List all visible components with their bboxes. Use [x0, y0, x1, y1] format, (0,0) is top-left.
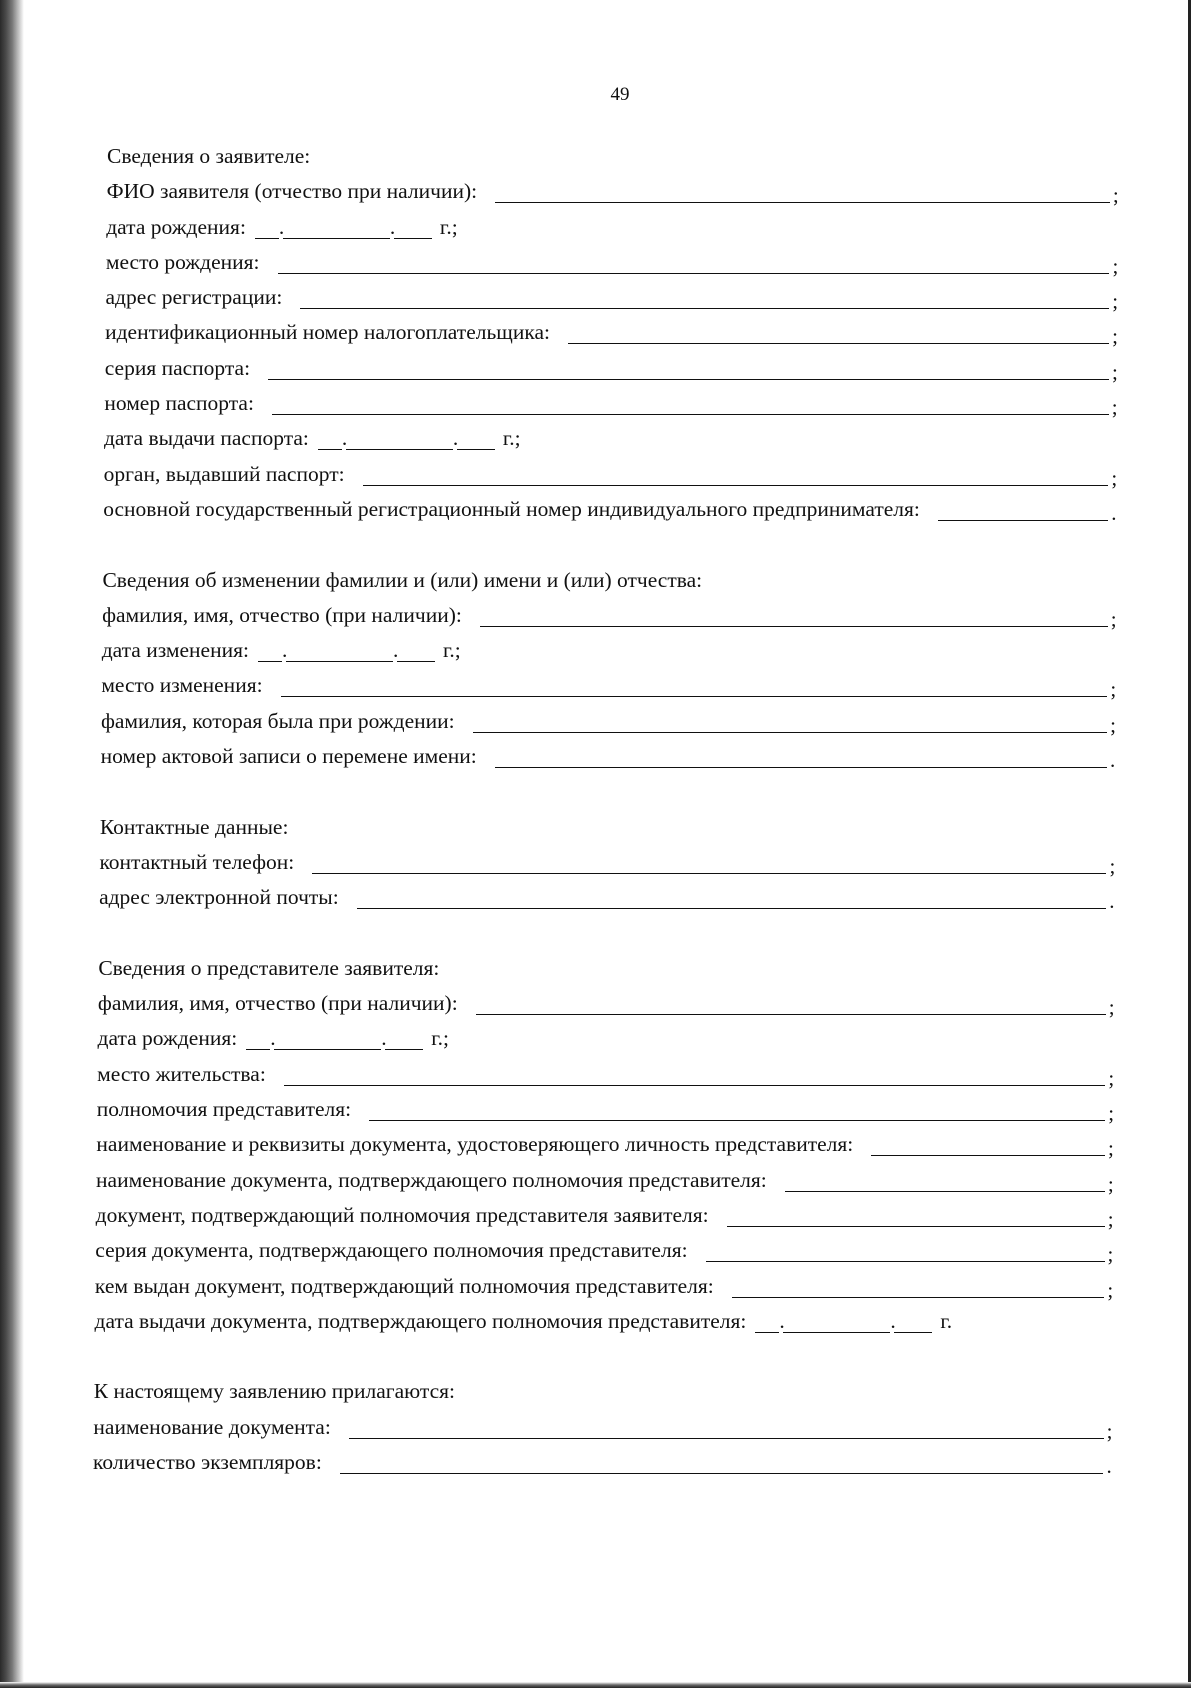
date-input-segment[interactable] [397, 661, 435, 662]
date-input-segment[interactable] [457, 449, 495, 450]
date-input-segment[interactable] [255, 238, 279, 239]
field-label: кем выдан документ, подтверждающий полномочия представителя: [94, 1273, 714, 1298]
date-input-segment[interactable] [286, 661, 393, 662]
section-gap [0, 774, 1200, 809]
scan-edge-bottom [0, 1682, 1191, 1688]
field-label: номер актовой записи о перемене имени: [100, 744, 477, 769]
date-separator: . [779, 1308, 785, 1333]
field-end-punctuation: ; [1111, 359, 1118, 384]
field-end-punctuation: ; [1112, 324, 1118, 349]
date-suffix: г.; [439, 214, 458, 239]
date-input-segment[interactable] [894, 1332, 932, 1333]
field-input-line[interactable] [706, 1261, 1105, 1262]
date-input-segment[interactable] [346, 449, 453, 450]
form-field-row [0, 1057, 1200, 1092]
field-label: место изменения: [101, 673, 263, 698]
form-field-row [0, 245, 1200, 280]
field-input-line[interactable] [495, 767, 1107, 768]
field-end-punctuation: ; [1107, 1206, 1114, 1231]
form-field-row [0, 668, 1200, 703]
field-input-line[interactable] [938, 520, 1108, 521]
section-heading-row [0, 951, 1200, 986]
form-field-row [0, 1445, 1200, 1480]
field-end-punctuation: ; [1106, 1418, 1113, 1443]
section-heading: Сведения об изменении фамилии и (или) имени и (или) отчества: [102, 567, 703, 592]
date-input-segment[interactable] [274, 1049, 381, 1050]
field-label: идентификационный номер налогоплательщика: [105, 320, 550, 345]
form-field-row [0, 845, 1200, 880]
field-input-line[interactable] [568, 343, 1109, 344]
field-label: ФИО заявителя (отчество при наличии): [106, 179, 478, 204]
field-label: наименование документа: [93, 1414, 331, 1439]
form-field-row [0, 174, 1200, 209]
field-label: фамилия, которая была при рождении: [100, 708, 455, 733]
field-label: адрес регистрации: [105, 285, 283, 310]
field-label: полномочия представителя: [96, 1097, 352, 1122]
form-field-row [0, 880, 1200, 915]
field-end-punctuation: . [1106, 1453, 1112, 1478]
form-field-row [0, 1163, 1200, 1198]
field-end-punctuation: . [1109, 889, 1115, 914]
field-input-line[interactable] [349, 1438, 1104, 1439]
field-input-line[interactable] [284, 1085, 1106, 1086]
form-field-row [0, 210, 1200, 245]
field-label: количество экземпляров: [93, 1449, 322, 1474]
field-end-punctuation: ; [1108, 995, 1115, 1020]
field-end-punctuation: ; [1110, 712, 1117, 737]
form-field-row [0, 704, 1200, 739]
form-field-row [0, 1410, 1200, 1445]
field-end-punctuation: ; [1107, 1242, 1114, 1267]
field-label: наименование документа, подтверждающего полномочия представителя: [96, 1167, 767, 1192]
field-end-punctuation: ; [1108, 1065, 1115, 1090]
date-input-segment[interactable] [258, 661, 282, 662]
field-end-punctuation: ; [1109, 853, 1116, 878]
field-end-punctuation: ; [1108, 1136, 1114, 1161]
date-separator: . [452, 426, 459, 451]
date-input-segment[interactable] [246, 1049, 270, 1050]
field-label: дата выдачи паспорта: [103, 426, 309, 451]
field-input-line[interactable] [357, 908, 1107, 909]
field-input-line[interactable] [278, 273, 1110, 274]
date-input-segment[interactable] [283, 238, 390, 239]
field-input-line[interactable] [272, 414, 1109, 415]
field-label: серия паспорта: [104, 355, 251, 380]
form-field-row [0, 1304, 1200, 1339]
date-separator: . [381, 1026, 387, 1051]
field-end-punctuation: ; [1111, 465, 1118, 490]
date-separator: . [278, 214, 285, 239]
section-heading-row [0, 139, 1200, 174]
field-input-line[interactable] [871, 1155, 1105, 1156]
form-field-row [0, 315, 1200, 350]
date-separator: . [389, 214, 396, 239]
date-separator: . [890, 1308, 896, 1333]
date-separator: . [281, 638, 288, 663]
field-label: фамилия, имя, отчество (при наличии): [97, 991, 458, 1016]
section-heading-row [0, 563, 1200, 598]
field-end-punctuation: ; [1112, 253, 1119, 278]
field-input-line[interactable] [476, 1014, 1106, 1015]
date-suffix: г.; [442, 638, 461, 663]
field-end-punctuation: . [1109, 748, 1116, 773]
application-form [0, 139, 1200, 1480]
form-field-row [0, 351, 1200, 386]
form-field-row [0, 1269, 1200, 1304]
field-label: место жительства: [97, 1061, 266, 1086]
field-input-line[interactable] [268, 379, 1109, 380]
date-separator: . [392, 638, 399, 663]
form-field-row [0, 739, 1200, 774]
field-input-line[interactable] [495, 202, 1110, 203]
field-label: документ, подтверждающий полномочия представителя заявителя: [95, 1202, 709, 1227]
section-heading: Контактные данные: [99, 814, 289, 839]
form-field-row [0, 633, 1200, 668]
field-end-punctuation: ; [1108, 1101, 1115, 1126]
field-input-line[interactable] [785, 1191, 1105, 1192]
date-input-segment[interactable] [318, 449, 342, 450]
field-label: место рождения: [105, 249, 260, 274]
form-field-row [0, 280, 1200, 315]
form-field-row [0, 598, 1200, 633]
form-field-row [0, 1233, 1200, 1268]
section-gap [0, 916, 1200, 951]
date-separator: . [270, 1026, 276, 1051]
section-heading: К настоящему заявлению прилагаются: [93, 1379, 455, 1404]
section-heading-row [0, 1374, 1200, 1409]
field-end-punctuation: ; [1110, 677, 1117, 702]
field-label: дата выдачи документа, подтверждающего полномочия представителя: [94, 1308, 747, 1333]
page-number: 49 [610, 84, 630, 105]
field-label: дата рождения: [106, 214, 246, 239]
field-end-punctuation: ; [1107, 1171, 1114, 1196]
field-label: наименование и реквизиты документа, удостоверяющего личность представителя: [96, 1132, 854, 1157]
date-suffix: г.; [502, 426, 521, 451]
form-field-row [0, 1127, 1200, 1162]
section-heading-row [0, 810, 1200, 845]
field-label: адрес электронной почты: [99, 885, 339, 910]
form-field-row [0, 1021, 1200, 1056]
section-gap [0, 527, 1200, 562]
form-field-row [0, 457, 1200, 492]
field-label: дата рождения: [97, 1026, 238, 1051]
date-input-segment[interactable] [783, 1332, 890, 1333]
field-label: номер паспорта: [104, 391, 254, 416]
field-input-line[interactable] [732, 1297, 1105, 1298]
section-heading: Сведения о заявителе: [107, 144, 311, 168]
field-input-line[interactable] [369, 1120, 1105, 1121]
date-suffix: г. [940, 1308, 953, 1333]
form-field-row [0, 492, 1200, 527]
form-field-row [0, 1092, 1200, 1127]
form-field-row [0, 421, 1200, 456]
date-input-segment[interactable] [755, 1332, 779, 1333]
field-input-line[interactable] [281, 696, 1108, 697]
section-heading: Сведения о представителе заявителя: [98, 955, 440, 980]
field-end-punctuation: . [1111, 500, 1117, 525]
field-end-punctuation: ; [1110, 606, 1117, 631]
field-input-line[interactable] [480, 626, 1108, 627]
field-input-line[interactable] [300, 308, 1109, 309]
field-input-line[interactable] [312, 873, 1106, 874]
form-field-row [0, 386, 1200, 421]
date-input-segment[interactable] [394, 238, 432, 239]
field-end-punctuation: ; [1112, 289, 1119, 314]
field-label: контактный телефон: [99, 849, 295, 874]
field-input-line[interactable] [363, 485, 1109, 486]
field-end-punctuation: ; [1111, 395, 1118, 420]
field-label: орган, выдавший паспорт: [103, 461, 345, 486]
date-input-segment[interactable] [385, 1049, 423, 1050]
section-gap [0, 1339, 1200, 1374]
field-label: дата изменения: [101, 638, 249, 663]
field-input-line[interactable] [340, 1473, 1104, 1474]
form-field-row [0, 1198, 1200, 1233]
field-label: серия документа, подтверждающего полномочия представителя: [95, 1238, 688, 1263]
field-end-punctuation: ; [1107, 1277, 1114, 1302]
field-label: основной государственный регистрационный номер индивидуального предпринимателя: [103, 496, 920, 521]
date-separator: . [341, 426, 348, 451]
form-field-row [0, 986, 1200, 1021]
date-suffix: г.; [431, 1026, 449, 1051]
field-input-line[interactable] [727, 1226, 1105, 1227]
field-end-punctuation: ; [1112, 183, 1119, 208]
field-input-line[interactable] [473, 732, 1108, 733]
field-label: фамилия, имя, отчество (при наличии): [102, 602, 462, 627]
